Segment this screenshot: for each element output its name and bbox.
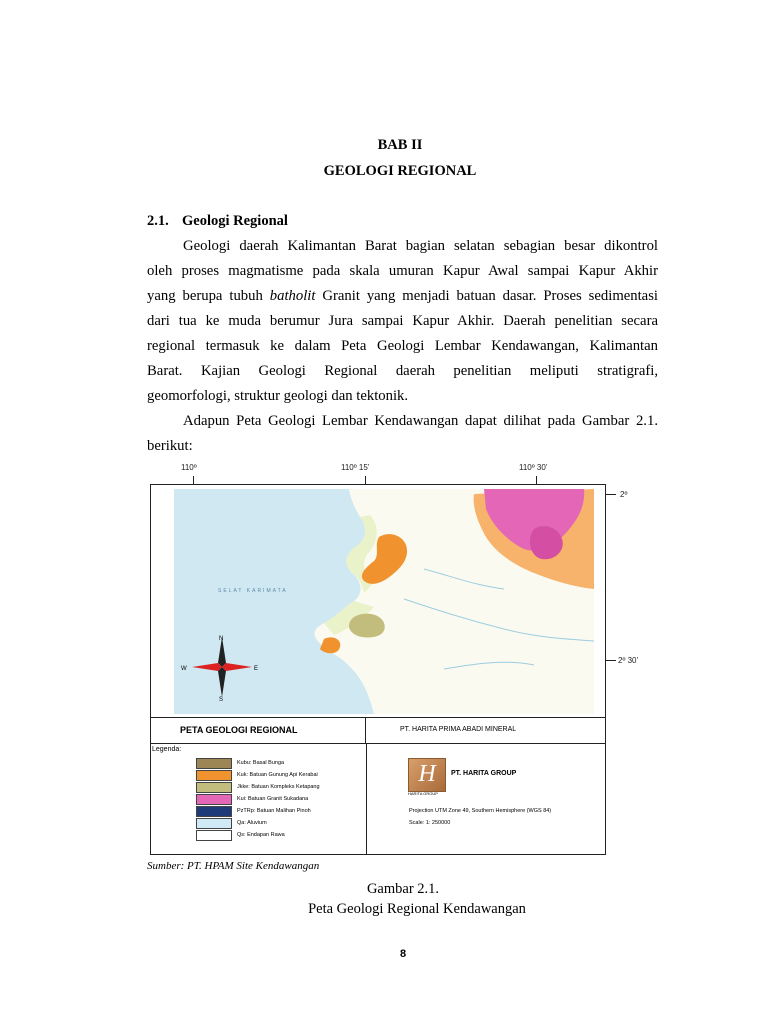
paragraph-1 (147, 234, 658, 409)
scale-text: Scale: 1: 250000 (409, 820, 451, 826)
group-name: PT. HARITA GROUP (451, 770, 517, 777)
section-number: 2.1. (147, 213, 169, 229)
map-title: PETA GEOLOGI REGIONAL (150, 717, 366, 743)
legend-swatch (196, 758, 232, 769)
legend-label: Kuk: Batuan Gunung Api Kerabai (237, 772, 318, 778)
legend-swatch (196, 806, 232, 817)
page-number: 8 (399, 948, 407, 960)
compass-w: W (181, 666, 187, 672)
paragraph-2 (147, 409, 658, 459)
paragraph-line: berikut: (147, 438, 193, 454)
logo-letter: H (418, 761, 436, 787)
legend-swatch (196, 770, 232, 781)
legend-label: Qs: Endapan Rawa (237, 832, 285, 838)
projection-text: Projection UTM Zone 49, Southern Hemisphere (WGS 84) (409, 808, 552, 814)
map-svg (174, 489, 594, 714)
legend-header (150, 717, 606, 744)
coord-label: 110º 15’ (341, 463, 370, 472)
compass-s: S (219, 697, 224, 703)
legend-label: Jkke: Batuan Kompleks Ketapang (237, 784, 320, 790)
paragraph-line: geomorfologi, struktur geologi dan tektonik. (147, 388, 409, 404)
logo-caption: HARITA GROUP (408, 791, 438, 796)
paragraph-line: yang berupa tubuh batholit Granit yang menjadi batuan dasar. Proses sedimentasi (147, 288, 658, 304)
geology-map (174, 489, 594, 714)
legend-label: Kubu: Basal Bunga (237, 760, 285, 766)
legend-label: PzTRp: Batuan Malihan Pinoh (237, 808, 311, 814)
section-title: Geologi Regional (182, 213, 288, 229)
chapter-label: BAB II (377, 137, 423, 153)
figure-source: Sumber: PT. HPAM Site Kendawangan (147, 860, 320, 872)
legend-swatch (196, 830, 232, 841)
paragraph-line: regional termasuk ke dalam Peta Geologi Lembar Kendawangan, Kalimantan (147, 338, 658, 354)
legend-label: Qa: Aluvium (237, 820, 267, 826)
harita-logo (408, 758, 446, 792)
coord-tick (606, 660, 616, 661)
coord-label: 110º 30’ (519, 463, 548, 472)
compass-e: E (254, 666, 259, 672)
legend-swatch (196, 794, 232, 805)
coord-label: 2º (620, 490, 628, 499)
figure-number: Gambar 2.1. (366, 881, 440, 897)
coord-label: 110º (181, 463, 197, 472)
coord-label: 2º 30’ (618, 656, 639, 665)
legend-divider (366, 743, 367, 855)
legend-swatch (196, 818, 232, 829)
chapter-title: GEOLOGI REGIONAL (323, 163, 477, 179)
sea-label: SELAT KARIMATA (218, 588, 288, 594)
coord-tick (606, 494, 616, 495)
figure-title: Peta Geologi Regional Kendawangan (308, 901, 526, 917)
paragraph-line: oleh proses magmatisme pada skala umuran Kapur Awal sampai Kapur Akhir (147, 263, 658, 279)
italic-term: batholit (269, 288, 316, 304)
paragraph-line: dari tua ke muda berumur Jura sampai Kapur Akhir. Daerah penelitian secara (147, 313, 658, 329)
compass-n: N (219, 636, 224, 642)
legend-label: Kui: Batuan Granit Sukadana (237, 796, 309, 802)
legend-swatch (196, 782, 232, 793)
legend-title: Legenda: (152, 746, 182, 753)
company-name: PT. HARITA PRIMA ABADI MINERAL (400, 726, 517, 733)
paragraph-line: Adapun Peta Geologi Lembar Kendawangan dapat dilihat pada Gambar 2.1. (183, 413, 658, 429)
paragraph-line: Barat. Kajian Geologi Regional daerah penelitian meliputi stratigrafi, (147, 363, 658, 379)
paragraph-line: Geologi daerah Kalimantan Barat bagian selatan sebagian besar dikontrol (183, 238, 658, 254)
